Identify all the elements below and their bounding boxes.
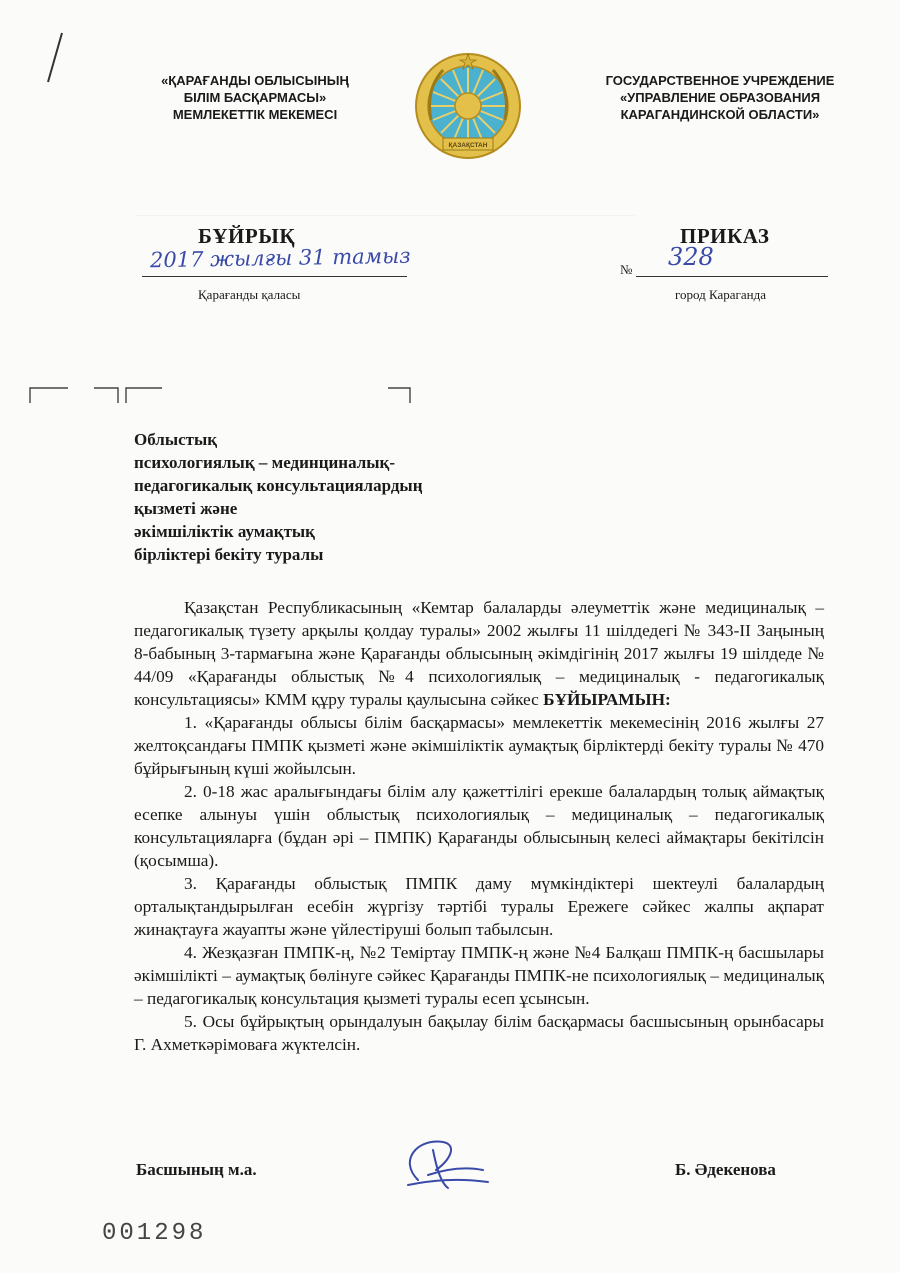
number-value: 328: [668, 243, 714, 271]
pen-mark: [40, 30, 70, 85]
subject-line: педагогикалық консультациялардың: [134, 476, 423, 495]
order-item-3: 3. Қарағанды облыстық ПМПК даму мүмкіндіктері шектеулі балалардың орталықтандырылған есебін жүргізу тәртібі туралы Ережеге сәйкес жалпы ақпарат жинақтауға жауапты және үйлестіруші болып табылсын.: [134, 874, 824, 939]
header-left-line: БІЛІМ БАСҚАРМАСЫ»: [183, 90, 327, 105]
doc-title-ru: ПРИКАЗ: [680, 224, 770, 248]
subject-line: бірліктері бекіту туралы: [134, 545, 324, 564]
handwritten-date: 2017 жылғы 31 тамыз: [149, 243, 411, 273]
header-right-line: ГОСУДАРСТВЕННОЕ УЧРЕЖДЕНИЕ: [605, 73, 835, 88]
preamble-text: Қазақстан Республикасының «Кемтар балаларды әлеуметтік және медициналық – педагогикалық түзету арқылы қолдау туралы» 2002 жылғы 11 шілдедегі № 343-ІІ Заңының 8-бабының 3-тармағына және Қарағанды облысының әкімдігінің 2017 жылғы 19 шілдеде № 44/09 «Қарағанды облыстық №4 психологиялық – медициналық - педагогикалық консультациясы» КММ құру туралы қаулысына сәйкес: [134, 598, 824, 709]
order-item-4: 4. Жезқазған ПМПК-ң, №2 Теміртау ПМПК-ң және №4 Балқаш ПМПК-ң басшылары әкімшілікті – аумақтық бөлінуге сәйкес Қарағанды ПМПК-не психологиялық – медициналық – педагогикалық консультация қызметі туралы есеп ұсынсын.: [134, 943, 824, 1008]
header-right: [560, 72, 880, 123]
header-left: [120, 72, 390, 123]
subject-line: әкімшіліктік аумақтық: [134, 522, 315, 541]
corner-brackets: [28, 378, 428, 408]
date-underline: [142, 276, 407, 277]
subject-line: қызметі және: [134, 499, 238, 518]
signatory-title: Басшының м.а.: [136, 1160, 257, 1179]
order-item-2: 2. 0-18 жас аралығындағы білім алу қажеттілігі ерекше балалардың толық аймақтық есепке алынуы үшін облыстық психологиялық – медициналық – педагогикалық консультацияларға (бұдан әрі – ПМПК) Қарағанды облысының келесі аймақтары бекітілсін (қосымша).: [134, 782, 824, 870]
number-underline: [636, 276, 828, 277]
order-keyword: БҰЙЫРАМЫН:: [543, 690, 671, 709]
subject-line: Облыстық: [134, 430, 218, 449]
header-left-line: МЕМЛЕКЕТТІК МЕКЕМЕСІ: [172, 107, 338, 122]
header-right-line: «УПРАВЛЕНИЕ ОБРАЗОВАНИЯ: [619, 90, 821, 105]
subject-block: [134, 428, 554, 566]
order-item-1: 1. «Қарағанды облысы білім басқармасы» мемлекеттік мекемесінің 2016 жылғы 27 желтоқсандағы ПМПК қызметі және әкімшіліктік аумақтық бірліктерді бекіту туралы № 470 бұйрығының күші жойылсын.: [134, 713, 824, 778]
serial-number: 001298: [102, 1220, 207, 1247]
doc-title-kz: БҰЙРЫҚ: [198, 224, 296, 248]
order-item-5: 5. Осы бұйрықтың орындалуын бақылау білім басқармасы басшысының орынбасары Г. Ахметкәрімоваға жүктелсін.: [134, 1012, 824, 1054]
signatory-name: Б. Әдекенова: [675, 1160, 776, 1179]
order-body: [134, 596, 824, 1056]
state-emblem: [413, 50, 523, 162]
header-left-line: «ҚАРАҒАНДЫ ОБЛЫСЫНЫҢ: [161, 73, 349, 88]
preamble: [134, 596, 824, 711]
handwritten-signature: [388, 1130, 498, 1200]
city-kz: Қарағанды қаласы: [198, 287, 301, 302]
emblem-text: ҚАЗАҚСТАН: [448, 142, 488, 149]
city-ru: город Караганда: [675, 287, 766, 302]
number-prefix: №: [620, 262, 633, 277]
subject-line: психологиялық – мединциналық-: [134, 453, 396, 472]
header-right-line: КАРАГАНДИНСКОЙ ОБЛАСТИ»: [620, 107, 820, 122]
